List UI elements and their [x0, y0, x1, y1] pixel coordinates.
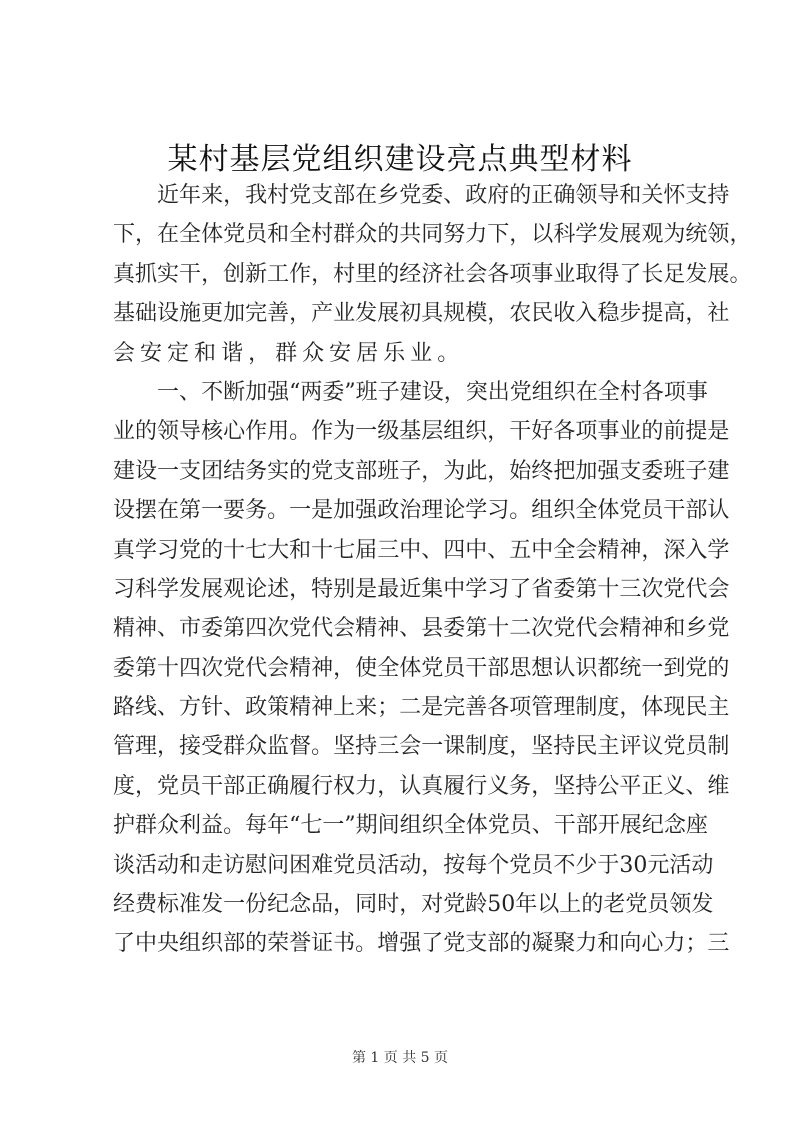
page-number-footer: 第 1 页 共 5 页 — [351, 1050, 449, 1066]
text-line: 委 第 十 四 次 党 代 会 精 神 ， 使 全 体 党 员 干 部 思 想 认 识 都 统 一 到 党 的 — [113, 655, 730, 681]
text-line: 经 费 标 准 发 一 份 纪 念 品 ， 同 时 ， 对 党 龄 50 年 以 上 的 老 党 员 领 发 — [113, 892, 714, 918]
text-line: 基 础 设 施 更 加 完 善 ， 产 业 发 展 初 具 规 模 ， 农 民 收 入 稳 步 提 高 ， 社 — [113, 301, 730, 327]
text-line: 真 学 习 党 的 十 七 大 和 十 七 届 三 中 、 四 中 、 五 中 全 会 精 神 ， 深 入 学 — [113, 537, 730, 563]
text-line: 会 安 定 和 谐 ， 群 众 安 居 乐 业 。 — [113, 340, 465, 366]
text-line: 下 ， 在 全 体 党 员 和 全 村 群 众 的 共 同 努 力 下 ， 以 科 学 发 展 观 为 统 领 ， — [113, 222, 752, 248]
document-body — [113, 176, 752, 964]
text-line: 了 中 央 组 织 部 的 荣 誉 证 书 。 增 强 了 党 支 部 的 凝 聚 力 和 向 心 力 ； 三 — [113, 931, 730, 957]
text-line: 设 摆 在 第 一 要 务 。 一 是 加 强 政 治 理 论 学 习 。 组 织 全 体 党 员 干 部 认 — [113, 498, 730, 524]
text-line: 习 科 学 发 展 观 论 述 ， 特 别 是 最 近 集 中 学 习 了 省 委 第 十 三 次 党 代 会 — [113, 576, 730, 602]
text-line: 管 理 ， 接 受 群 众 监 督 。 坚 持 三 会 一 课 制 度 ， 坚 持 民 主 评 议 党 员 制 — [113, 734, 730, 760]
text-line: 建 设 一 支 团 结 务 实 的 党 支 部 班 子 ， 为 此 ， 始 终 把 加 强 支 委 班 子 建 — [113, 458, 730, 484]
text-line: 一 、 不 断 加 强 “ 两 委 ” 班 子 建 设 ， 突 出 党 组 织 在 全 村 各 项 事 — [157, 379, 708, 405]
document-title: 某村基层党组织建设亮点典型材料 — [167, 142, 633, 177]
text-line: 度 ， 党 员 干 部 正 确 履 行 权 力 ， 认 真 履 行 义 务 ， 坚 持 公 平 正 义 、 维 — [113, 773, 730, 799]
text-line: 谈 活 动 和 走 访 慰 问 困 难 党 员 活 动 ， 按 每 个 党 员 不 少 于 30 元 活 动 — [113, 852, 714, 878]
text-line: 业 的 领 导 核 心 作 用 。 作 为 一 级 基 层 组 织 ， 干 好 各 项 事 业 的 前 提 是 — [113, 419, 730, 445]
text-line: 真 抓 实 干 ， 创 新 工 作 ， 村 里 的 经 济 社 会 各 项 事 业 取 得 了 长 足 发 展 。 — [113, 261, 752, 287]
text-line: 路 线 、 方 针 、 政 策 精 神 上 来 ； 二 是 完 善 各 项 管 理 制 度 ， 体 现 民 主 — [113, 695, 730, 721]
text-line: 精 神 、 市 委 第 四 次 党 代 会 精 神 、 县 委 第 十 二 次 党 代 会 精 神 和 乡 党 — [113, 616, 730, 642]
text-line: 近 年 来 ， 我 村 党 支 部 在 乡 党 委 、 政 府 的 正 确 领 导 和 关 怀 支 持 — [157, 183, 730, 208]
text-line: 护 群 众 利 益 。 每 年 “ 七 一 ” 期 间 组 织 全 体 党 员 、 干 部 开 展 纪 念 座 — [113, 813, 708, 839]
